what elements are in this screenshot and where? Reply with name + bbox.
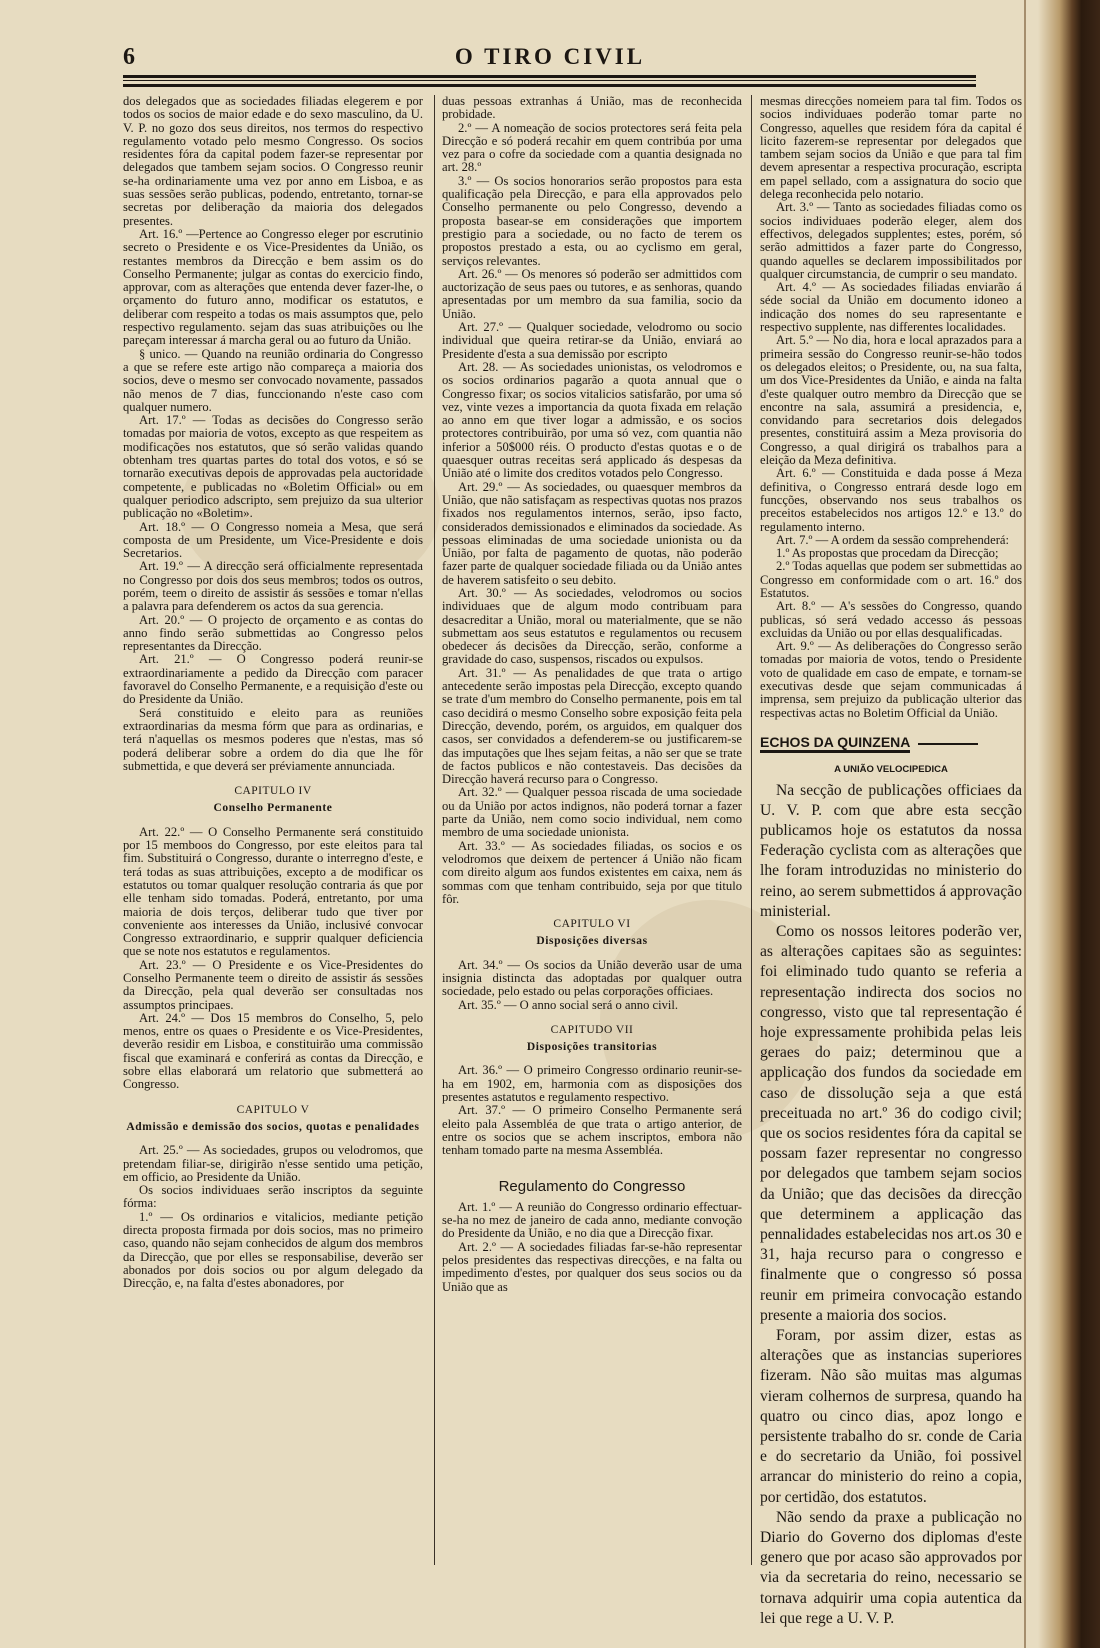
paragraph: 2.º — A nomeação de socios protectores será feita pela Direcção e só poderá recahir em quem contribúa por uma vez para o cofre da sociedade com a quantia designada no art. 28.º	[442, 120, 742, 175]
paragraph: Art. 21.º — O Congresso poderá reunir-se extraordinariamente a pedido da Direcção com paracer favoravel do Conselho Permanente, e a requisição d'este ou do Presidente da União.	[123, 652, 423, 707]
paragraph: Art. 6.º — Constituida e dada posse á Meza definitiva, o Congresso entrará desde logo em funcções, observando nos seus trabalhos os preceitos estabelecidos nos artigos 12.º e 13.º do regulamento interno.	[760, 466, 1022, 534]
echos-title: ECHOS DA QUINZENA	[760, 736, 910, 753]
echos-subtitle: A UNIÃO VELOCIPEDICA	[834, 764, 948, 776]
paragraph: Art. 9.º — As deliberações do Congresso serão tomadas por maioria de votos, tendo o Presidente voto de qualidade em caso de empate, e tornam-se executivas desde que sejam communicadas á imprensa, sem prejuizo da publicação ulterior das respectivas actas no Boletim Official da União.	[760, 639, 1022, 720]
header-rule	[123, 75, 976, 78]
paragraph: mesmas direcções nomeiem para tal fim. Todos os socios individuaes poderão tomar parte no Congresso, aquelles que residem fóra da capital é licito fazerem-se representar por delegados que tambem sejam socios da União e que para tal fim devem apresentar a respectiva procuração, escripta em papel sellado, com a assignatura do socio que delega reconhecida pelo notario.	[760, 94, 1022, 202]
page-number: 6	[123, 44, 135, 70]
paragraph: Art. 34.º — Os socios da União deverão usar de uma insignia distincta das adoptadas por qualquer outra sociedade, pelo estado ou pelas corporações officiaes.	[442, 957, 742, 999]
chapter-title: Disposições transitorias	[526, 1041, 658, 1054]
chapter-label: CAPITULO V	[236, 1103, 310, 1116]
header-rule	[123, 84, 976, 87]
paragraph: Art. 28. — As sociedades unionistas, os velodromos e os socios ordinarios pagarão a quota annual que o Congresso fixar; os socios vitalicios satisfarão, por uma só vez, vinte vezes a importancia da quota fixada em relação ao anno em que tiver logar a admissão, e os socios protectores contribuirão, por uma só vez, com quantia não inferior a 50$000 réis. O producto d'estas quotas e o de quaesquer outras receitas será applicado ás despesas da União até o limite dos creditos votados pelo Congresso.	[442, 359, 742, 481]
paragraph: Art. 32.º — Qualquer pessoa riscada de uma sociedade ou da União por actos indignos, não poderá tornar a fazer parte da União, nem como socio individual, nem como membro de uma sociedade unionista.	[442, 785, 742, 840]
paragraph: Art. 2.º — A sociedades filiadas far-se-hão representar pelos presidentes das respectivas direcções, e na falta ou impedimento d'estes, por qualquer dos seus socios ou da União que as	[442, 1239, 742, 1294]
paragraph: 2.º Todas aquellas que podem ser submettidas ao Congresso em conformidade com o art. 16.º dos Estatutos.	[760, 559, 1022, 600]
echos-rule	[918, 743, 978, 745]
paragraph: Art. 4.º — As sociedades filiadas enviarão á séde social da União em documento idoneo a indicação dos nomes do seu rapresentante e respectivo supplente, nas differentes localidades.	[760, 280, 1022, 335]
echos-header	[760, 720, 1022, 753]
paragraph: Art. 20.º — O projecto de orçamento e as contas do anno findo serão submettidas ao Congresso pelos representantes da Direcção.	[123, 612, 423, 654]
paragraph: 1.º — Os ordinarios e vitalicios, mediante petição directa proposta firmada por dois socios, mas no primeiro caso, quando não sejam conhecidos de algum dos membros da Direcção, que por elles se responsabilise, deverão ser abonados por dois socios ou por algum delegado da Direcção, e, na falta d'estes abonadores, por	[123, 1209, 423, 1291]
paragraph: Art. 17.º — Todas as decisões do Congresso serão tomadas por maioria de votos, excepto as que respeitem as modificações nos estatutos, que só serão validas quando obtenham tres quartas partes do total dos votos, e só se tornarão executivas depois de approvadas pela auctoridade competente, e publicadas no «Boletim Official» ou em qualquer periodico adscripto, sem prejuizo da sua ulterior publicação no «Boletim».	[123, 413, 423, 521]
paragraph: Art. 8.º — A's sessões do Congresso, quando publicas, só será vedado accesso ás pessoas excluidas da União ou por ellas desqualificadas.	[760, 599, 1022, 640]
header-rule	[123, 80, 976, 81]
paragraph: dos delegados que as sociedades filiadas elegerem e por todos os socios de maior edade e do sexo masculino, da U. V. P. no gozo dos seus direitos, nos termos do respectivo regulamento votado pelo mesmo Congresso. Os socios residentes fóra da capital podem fazer-se representar por delegados que tambem sejam socios. O Congresso reunir se-ha ordinariamente uma vez por anno em Lisboa, e as suas sessões serão publicas, podendo, entretanto, tornar-se secretas por deliberação da maioria dos delegados presentes.	[123, 94, 423, 228]
chapter-title: Admissão e demissão dos socios, quotas e penalidades	[126, 1120, 420, 1133]
paragraph: Art. 31.º — As penalidades de que trata o artigo antecedente serão impostas pela Direcção, excepto quando se trate d'um membro do Conselho permanente, pois em tal caso decidirá o mesmo Conselho sobre exposição feita pela Direcção, devendo, porém, os arguidos, em qualquer dos casos, ser convidados a defenderem-se ou justificarem-se das imputações que lhes sejam feitas, a não ser que se trate de factos publicos e não contestaveis. Das decisões da Direcção haverá recurso para o Congresso.	[442, 665, 742, 787]
paragraph: Art. 33.º — As sociedades filiadas, os socios e os velodromos que deixem de pertencer á União não ficam com direito algum aos fundos existentes em caixa, nem ás sommas com que tenham contribuido, seja por que titulo fôr.	[442, 838, 742, 906]
column-3	[760, 95, 1022, 1629]
chapter-label: CAPITUDO VII	[550, 1023, 634, 1036]
paragraph: Art. 19.º — A direcção será officialmente representada no Congresso por dois dos seus membros; todos os outros, porém, teem o direito de assistir ás sessões e tomar n'ellas a palavra para defenderem os actos da sua gerencia.	[123, 559, 423, 614]
paragraph: Art. 30.º — As sociedades, velodromos ou socios individuaes que de algum modo contribuam para desacreditar a União, moral ou materialmente, que se não submettam aos seus estatutos e regulamentos ou recusem obedecer ás decisões da Direcção, serão, conforme a gravidade do caso, suspensos, riscados ou expulsos.	[442, 585, 742, 667]
paragraph: 1.º As propostas que procedam da Direcção;	[776, 546, 999, 561]
paragraph: Art. 1.º — A reunião do Congresso ordinario effectuar-se-ha no mez de janeiro de cada anno, mediante convoção do Presidente da União, e no dia que a Direcção fixar.	[442, 1199, 742, 1241]
paragraph: Será constituido e eleito para as reuniões extraordinarias da mesma fórm que para as ordinarias, e terá n'aquellas os mesmos poderes que n'estas, mas só poderá deliberar sobre a ordem do dia que lhe fôr submettida, e que deverá ser préviamente annunciada.	[123, 705, 423, 773]
chapter-label: CAPITULO VI	[553, 918, 631, 931]
chapter-label: CAPITULO IV	[234, 785, 312, 798]
paragraph: duas pessoas extranhas á União, mas de reconhecida probidade.	[442, 94, 742, 122]
page-binding-edge	[1038, 0, 1100, 1648]
paragraph: Art. 22.º — O Conselho Permanente será constituido por 15 memboos do Congresso, por este eleitos para tal fim. Substituirá o Congresso, durante o interregno d'este, e terá todas as suas attribuições, excepto a de modificar os estatutos ou tomar qualquer resolução contraria ás que por elle tenham sido tomadas. Poderá, entretanto, por uma maioria de dois terços, deliberar tudo que tiver por conveniente aos interesses da União, inclusivé convocar Congresso extraordinario, e supprir qualquer deficiencia que se note nos estatutos e regulamentos.	[123, 824, 423, 959]
paragraph: Art. 25.º — As sociedades, grupos ou velodromos, que pretendam filiar-se, dirigirão n'esse sentido uma petição, em officio, ao Presidente da União.	[123, 1143, 423, 1184]
paragraph: Art. 27.º — Qualquer sociedade, velodromo ou socio individual que queira retirar-se da União, enviará ao Presidente d'esta a sua demissão por escripto	[442, 320, 742, 361]
paragraph: Como os nossos leitores poderão ver, as alterações capitaes são as seguintes: foi eliminado tudo quanto se referia a representação indirecta dos socios no congresso, visto que tal representação é hoje expressamente prohibida pelas leis geraes do paiz; determinou que a applicação dos fundos da sociedade em caso de dissolução seja a que está preceituada no art.º 36 do codigo civil; que os socios residentes fóra da capital se possam fazer representar no congresso por delegados que tambem sejam socios da União; que das decisões da direcção que determinem a applicação das pennalidades estabelecidas nos art.os 30 e 31, haja recurso para o congresso e finalmente que o congresso só possa reunir em primeira convocação estando presente a maioria dos socios.	[760, 922, 1022, 1324]
column-1	[123, 95, 423, 1291]
paragraph: Art. 35.º — O anno social será o anno civil.	[458, 997, 679, 1012]
paragraph: Art. 23.º — O Presidente e os Vice-Presidentes do Conselho Permanente teem o direito de assistir ás sessões da Direcção, pela qual deverão ser consultadas nos assumptos principaes.	[123, 957, 423, 1012]
paragraph: Art. 36.º — O primeiro Congresso ordinario reunir-se-ha em 1902, em, harmonia com as disposições dos presentes astatutos e regulamento respectivo.	[442, 1063, 742, 1105]
paragraph: Art. 5.º — No dia, hora e local aprazados para a primeira sessão do Congresso reunir-se-hão todos os delegados eleitos; o Presidente, ou, na sua falta, um dos Vice-Presidentes da União, e ainda na falta d'este qualquer outro membro da Direcção que se encontre na sala, assumirá a presidencia, e, convidando para secretarios dois delegados presentes, constituirá assim a Meza provisoria do Congresso, a qual dirigirá os trabalhos para a eleição da Meza definitiva.	[760, 333, 1022, 468]
binding-line	[1024, 0, 1026, 1648]
paragraph: Art. 7.º — A ordem da sessão comprehenderá:	[776, 532, 1009, 547]
paragraph: 3.º — Os socios honorarios serão propostos para esta qualificação pela Direcção, e para ella approvados pelo Conselho permanente ou pelo Congresso, devendo a proposta basear-se em considerações que importem prestigio para a sociedade, ou no facto de terem os propostos prestado a esta, ou ao cyclismo em geral, serviços relevantes.	[442, 173, 742, 268]
chapter-title: Conselho Permanente	[213, 802, 333, 815]
paragraph: Foram, por assim dizer, estas as alterações que as instancias superiores fizeram. Não são muitas mas algumas vieram colhernos de surpresa, quando ha quatro ou cinco dias, apoz longo e persistente trabalho do sr. conde de Caria e do secretario da União, foi possivel arrancar do ministerio do reino a copia, por certidão, dos estatutos.	[760, 1327, 1022, 1506]
paragraph: Art. 26.º — Os menores só poderão ser admittidos com auctorização de seus paes ou tutores, e as senhoras, quando apresentadas por um membro da sua familia, socio da União.	[442, 266, 742, 321]
column-divider	[434, 95, 435, 1565]
paragraph: Art. 24.º — Dos 15 membros do Conselho, 5, pelo menos, entre os quaes o Presidente e os Vice-Presidentes, deverão residir em Lisboa, e constituirão uma commissão fiscal que examinará e conferirá as contas da Direcção, e sobre ellas elaborará um relatorio que submetterá ao Congresso.	[123, 1010, 423, 1092]
paragraph: Art. 18.º — O Congresso nomeia a Mesa, que será composta de um Presidente, um Vice-Presidente e dois Secretarios.	[123, 519, 423, 561]
paragraph: Os socios individuaes serão inscriptos da seguinte fórma:	[123, 1183, 423, 1211]
column-divider	[751, 95, 752, 1565]
paragraph: Art. 37.º — O primeiro Conselho Permanente será eleito pala Assembléa de que trata o artigo anterior, de entre os socios que se achem inscriptos, embora não tenham tomado parte na mesma Assembléa.	[442, 1103, 742, 1158]
running-title: O TIRO CIVIL	[454, 44, 646, 69]
chapter-title: Disposições diversas	[536, 935, 648, 948]
paragraph: Art. 16.º —Pertence ao Congresso eleger por escrutinio secreto o Presidente e os Vice-Presidentes da União, os restantes membros da Direcção e bem assim os do Conselho Permanente; julgar as contas do exercicio findo, approvar, com as alterações que entenda dever fazer-lhe, o orçamento do futuro anno, modificar os estatutos, e deliberar com respeito a todas os mais assumptos que, pelo respectivo regulamento. sejam das suas atribuições ou lhe pareçam interessar á marcha geral ou ao futuro da União.	[123, 226, 423, 348]
paragraph: Art. 29.º — As sociedades, ou quaesquer membros da União, que não satisfaçam as respectivas quotas nos prazos fixados nos regulamentos internos, serão, ipso facto, considerados demissionados e eliminados da sociedade. As pessoas eliminadas de uma sociedade unionista ou da União, por falta de pagamento de quotas, não poderão fazer parte de qualquer sociedade filiada ou da União antes de haverem satisfeito o seu debito.	[442, 479, 742, 587]
paragraph: Art. 3.º — Tanto as sociedades filiadas como os socios individuaes poderão eleger, alem dos effectivos, delegados supplentes; estes, porém, só serão admittidos a fazer parte do Congresso, quando aquelles se declarem impossibilitados por qualquer circumstancia, de cumprir o seu mandato.	[760, 200, 1022, 281]
paragraph: § unico. — Quando na reunião ordinaria do Congresso a que se refere este artigo não compareça a maioria dos socios, deve o mesmo ser convocado novamente, passados não menos de 7 dias, funccionando n'este caso com qualquer numero.	[123, 346, 423, 414]
column-2	[442, 95, 742, 1294]
paragraph: Na secção de publicações officiaes da U. V. P. com que abre esta secção publicamos hoje os estatutos da nossa Federação cyclista com as alterações que lhe foram introduzidas no ministerio do reino, ao serem submettidos á approvação ministerial.	[760, 781, 1022, 920]
paragraph: Não sendo da praxe a publicação no Diario do Governo dos diplomas d'este genero que por acaso são approvados por via da secretaria do reino, necessario se tornava adquirir uma copia autentica da lei que rege a U. V. P.	[760, 1508, 1022, 1627]
section-title: Regulamento do Congresso	[498, 1177, 686, 1195]
